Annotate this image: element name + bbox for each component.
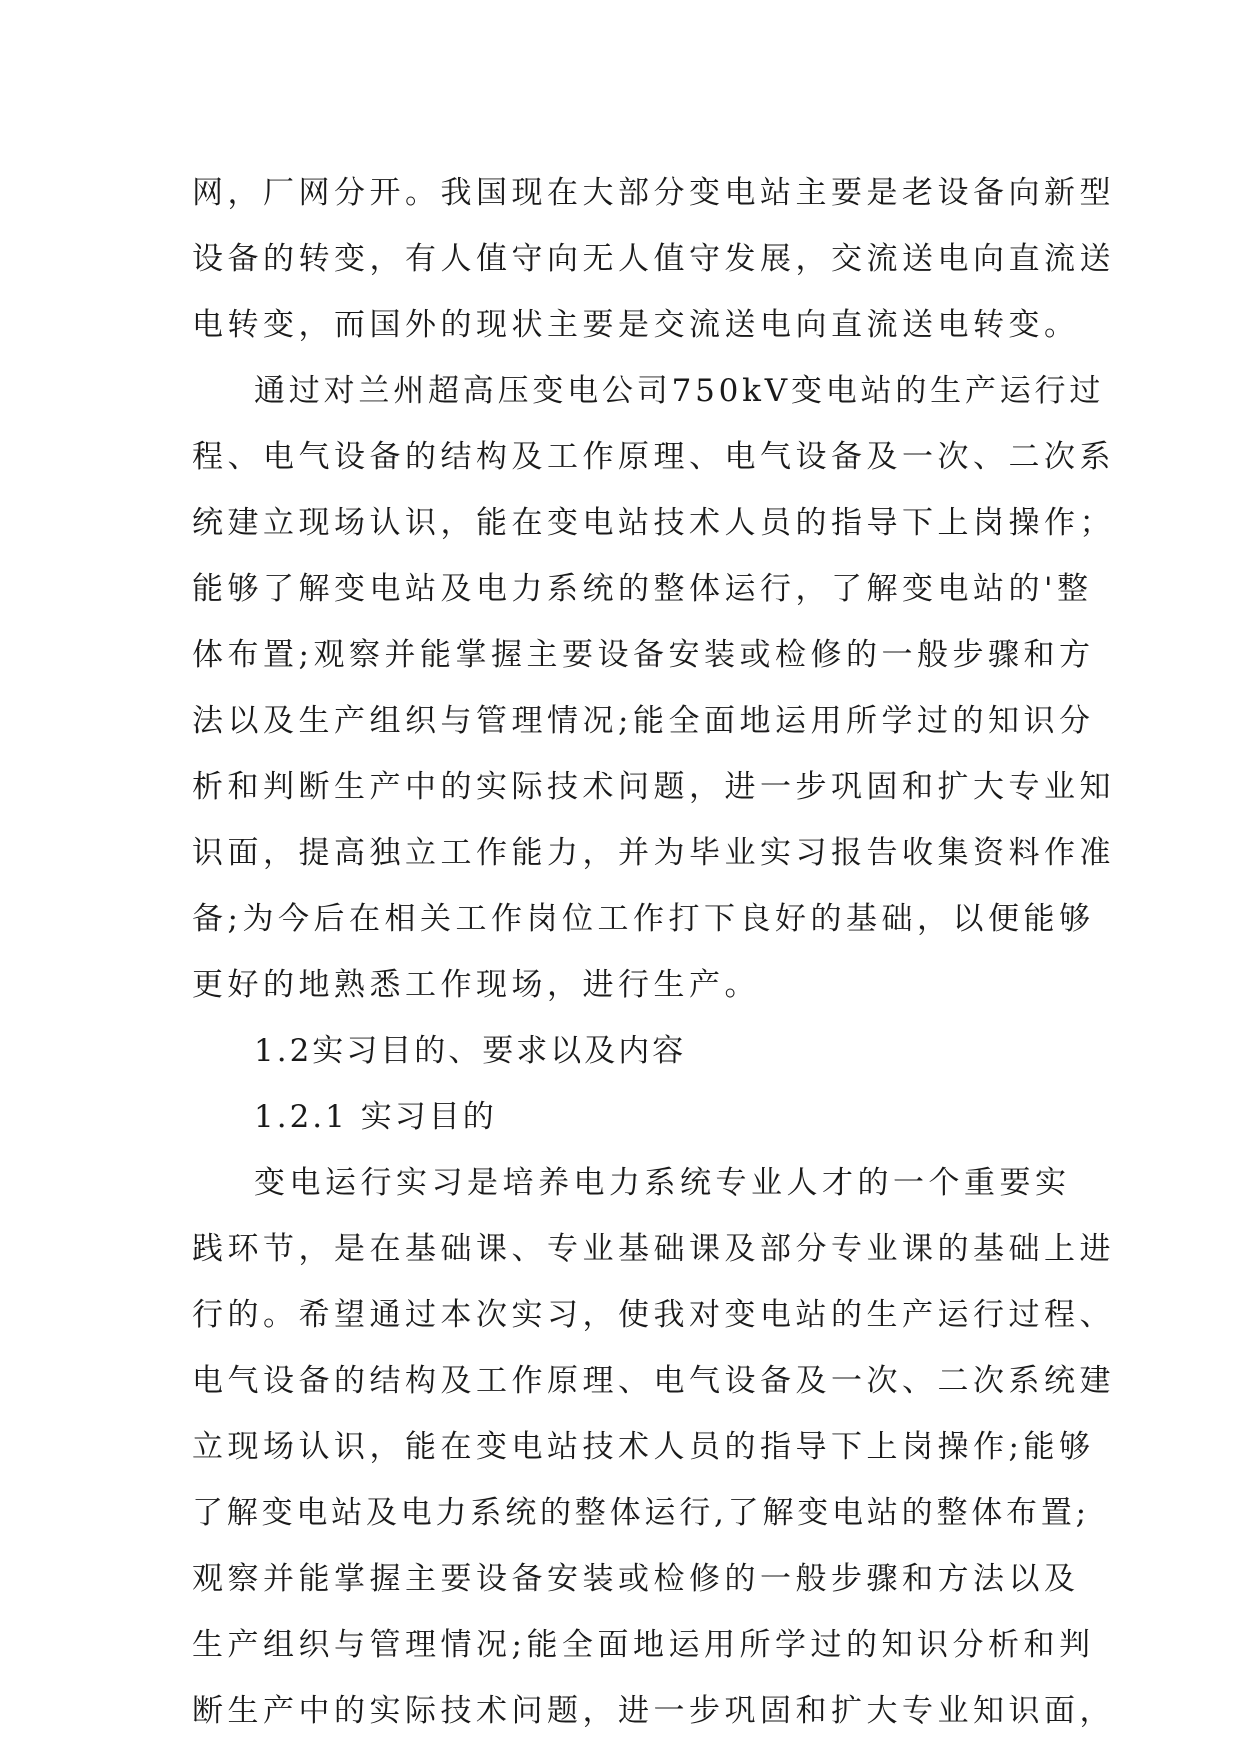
text-line: 电转变，而国外的现状主要是交流送电向直流送电转变。	[192, 307, 1080, 343]
subsection-heading: 1.2.1 实习目的	[254, 1099, 497, 1135]
text-line: 断生产中的实际技术问题，进一步巩固和扩大专业知识面，	[192, 1693, 1115, 1729]
section-heading: 1.2实习目的、要求以及内容	[254, 1033, 687, 1069]
text-line: 统建立现场认识，能在变电站技术人员的指导下上岗操作；	[192, 505, 1115, 541]
text-line: 行的。希望通过本次实习，使我对变电站的生产运行过程、	[192, 1297, 1115, 1333]
text-line: 备;为今后在相关工作岗位工作打下良好的基础，以便能够	[192, 901, 1095, 937]
text-line: 观察并能掌握主要设备安装或检修的一般步骤和方法以及	[192, 1561, 1080, 1597]
text-line: 体布置;观察并能掌握主要设备安装或检修的一般步骤和方	[192, 637, 1095, 673]
text-line: 析和判断生产中的实际技术问题，进一步巩固和扩大专业知	[192, 769, 1115, 805]
text-line: 设备的转变，有人值守向无人值守发展，交流送电向直流送	[192, 241, 1115, 277]
text-line: 生产组织与管理情况;能全面地运用所学过的知识分析和判	[192, 1627, 1095, 1663]
text-line: 了解变电站及电力系统的整体运行,了解变电站的整体布置;	[192, 1495, 1090, 1531]
text-line: 践环节，是在基础课、专业基础课及部分专业课的基础上进	[192, 1231, 1115, 1267]
paragraph-first-line: 变电运行实习是培养电力系统专业人才的一个重要实	[254, 1165, 1071, 1201]
document-body	[192, 160, 1115, 1744]
paragraph-first-line: 通过对兰州超高压变电公司750kV变电站的生产运行过	[254, 373, 1105, 409]
text-line: 网，厂网分开。我国现在大部分变电站主要是老设备向新型	[192, 175, 1115, 211]
text-line: 程、电气设备的结构及工作原理、电气设备及一次、二次系	[192, 439, 1115, 475]
text-line: 更好的地熟悉工作现场，进行生产。	[192, 967, 760, 1003]
text-line: 法以及生产组织与管理情况;能全面地运用所学过的知识分	[192, 703, 1095, 739]
text-line: 立现场认识，能在变电站技术人员的指导下上岗操作;能够	[192, 1429, 1095, 1465]
text-line: 电气设备的结构及工作原理、电气设备及一次、二次系统建	[192, 1363, 1115, 1399]
text-line: 识面，提高独立工作能力，并为毕业实习报告收集资料作准	[192, 835, 1115, 871]
text-line: 能够了解变电站及电力系统的整体运行，了解变电站的'整	[192, 571, 1093, 607]
